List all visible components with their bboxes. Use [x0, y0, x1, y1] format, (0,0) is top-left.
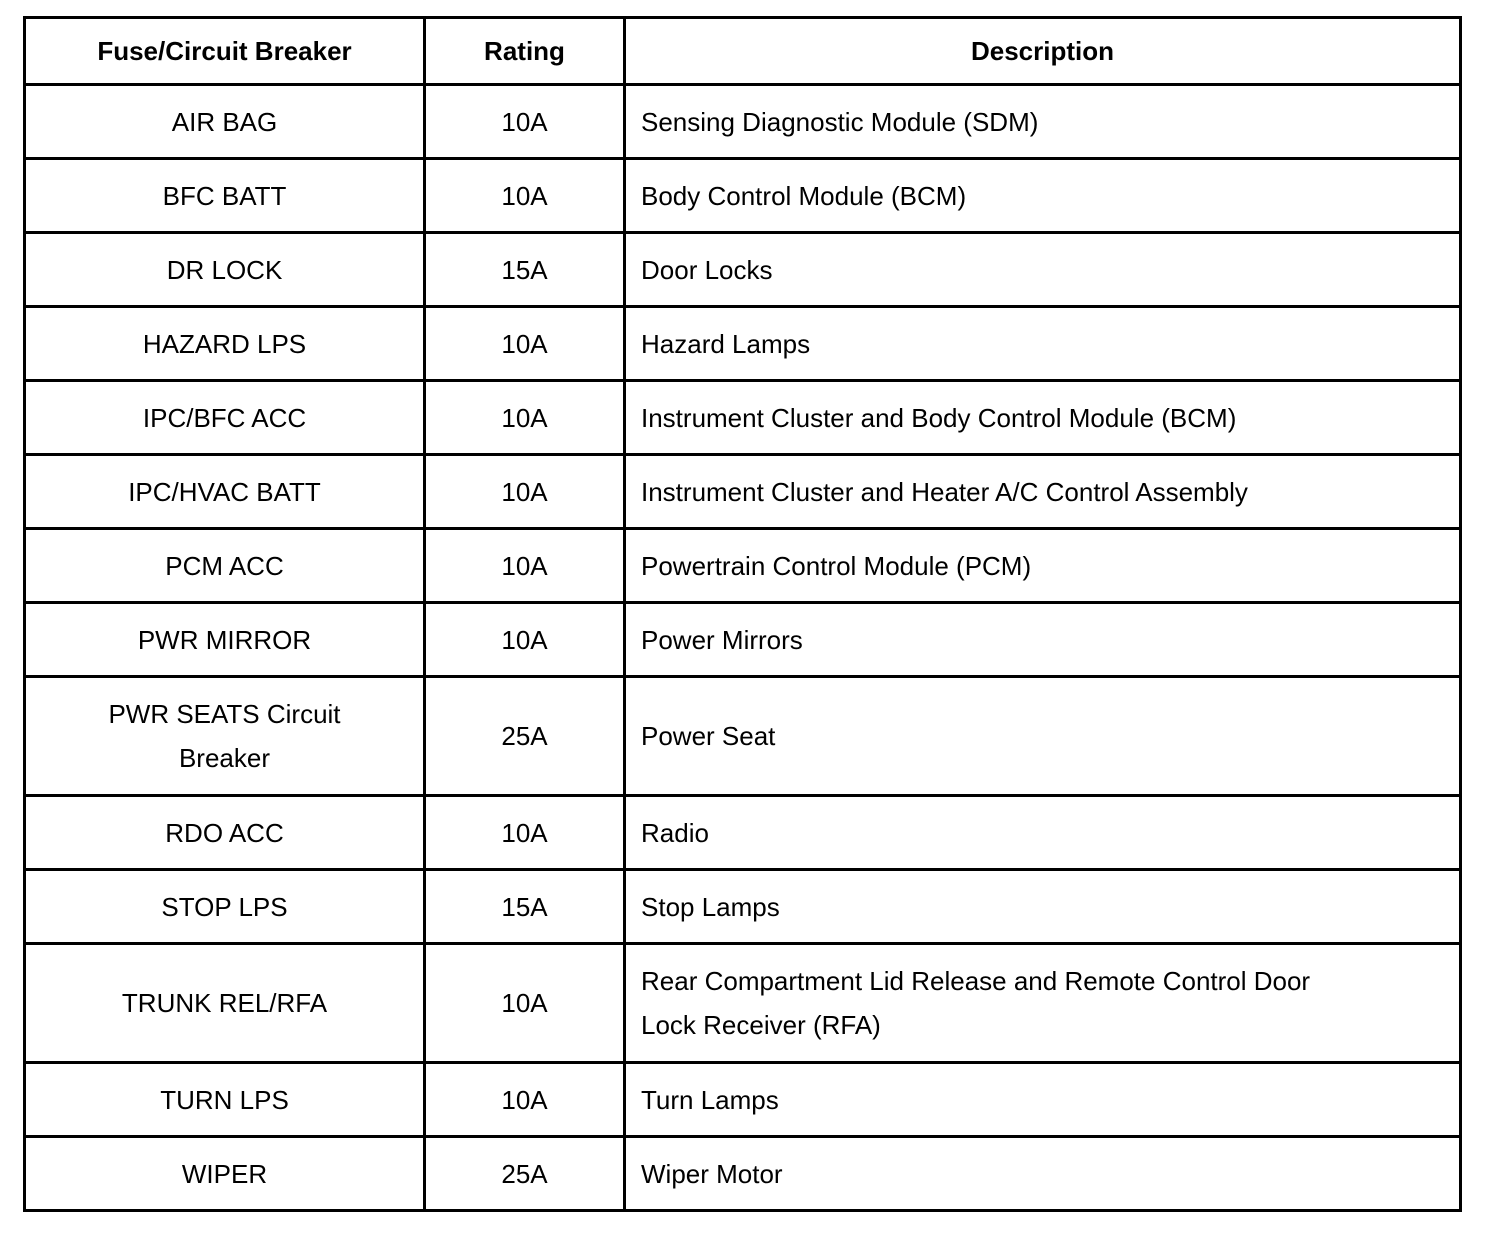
fuse-name: IPC/HVAC BATT [25, 455, 425, 529]
fuse-description: Stop Lamps [625, 870, 1461, 944]
table-row [25, 159, 1461, 233]
fuse-name: IPC/BFC ACC [25, 381, 425, 455]
table-body [25, 85, 1461, 1211]
table-row [25, 455, 1461, 529]
table-row [25, 307, 1461, 381]
fuse-description: Wiper Motor [625, 1137, 1461, 1211]
table-row [25, 796, 1461, 870]
fuse-description: Rear Compartment Lid Release and Remote Control Door Lock Receiver (RFA) [625, 944, 1461, 1063]
header-fuse: Fuse/Circuit Breaker [25, 18, 425, 85]
table-row [25, 1063, 1461, 1137]
fuse-description: Powertrain Control Module (PCM) [625, 529, 1461, 603]
table-header [25, 18, 1461, 85]
table-row [25, 381, 1461, 455]
fuse-rating: 10A [425, 529, 625, 603]
fuse-description: Power Seat [625, 677, 1461, 796]
header-row [25, 18, 1461, 85]
fuse-name: WIPER [25, 1137, 425, 1211]
fuse-rating: 10A [425, 85, 625, 159]
fuse-rating: 15A [425, 233, 625, 307]
fuse-name: PWR MIRROR [25, 603, 425, 677]
fuse-rating: 10A [425, 307, 625, 381]
fuse-rating: 10A [425, 381, 625, 455]
fuse-description: Turn Lamps [625, 1063, 1461, 1137]
fuse-rating: 10A [425, 455, 625, 529]
fuse-description: Radio [625, 796, 1461, 870]
fuse-rating: 10A [425, 796, 625, 870]
fuse-name: STOP LPS [25, 870, 425, 944]
fuse-rating: 25A [425, 1137, 625, 1211]
table-row [25, 603, 1461, 677]
table-row [25, 529, 1461, 603]
fuse-rating: 10A [425, 944, 625, 1063]
fuse-rating: 10A [425, 603, 625, 677]
fuse-rating: 10A [425, 159, 625, 233]
fuse-description: Hazard Lamps [625, 307, 1461, 381]
fuse-name: PCM ACC [25, 529, 425, 603]
fuse-table [23, 16, 1462, 1212]
fuse-name: PWR SEATS Circuit Breaker [25, 677, 425, 796]
fuse-rating: 10A [425, 1063, 625, 1137]
fuse-rating: 25A [425, 677, 625, 796]
table-row [25, 870, 1461, 944]
header-description: Description [625, 18, 1461, 85]
header-rating: Rating [425, 18, 625, 85]
fuse-description: Instrument Cluster and Heater A/C Control Assembly [625, 455, 1461, 529]
table-row [25, 1137, 1461, 1211]
fuse-name: AIR BAG [25, 85, 425, 159]
fuse-description: Body Control Module (BCM) [625, 159, 1461, 233]
fuse-description: Instrument Cluster and Body Control Module (BCM) [625, 381, 1461, 455]
fuse-name: TRUNK REL/RFA [25, 944, 425, 1063]
fuse-name: DR LOCK [25, 233, 425, 307]
fuse-description: Door Locks [625, 233, 1461, 307]
fuse-description: Power Mirrors [625, 603, 1461, 677]
table-row [25, 85, 1461, 159]
fuse-name: BFC BATT [25, 159, 425, 233]
table-row [25, 677, 1461, 796]
table-row [25, 944, 1461, 1063]
fuse-name: RDO ACC [25, 796, 425, 870]
fuse-name: HAZARD LPS [25, 307, 425, 381]
fuse-name: TURN LPS [25, 1063, 425, 1137]
fuse-rating: 15A [425, 870, 625, 944]
table-row [25, 233, 1461, 307]
fuse-description: Sensing Diagnostic Module (SDM) [625, 85, 1461, 159]
